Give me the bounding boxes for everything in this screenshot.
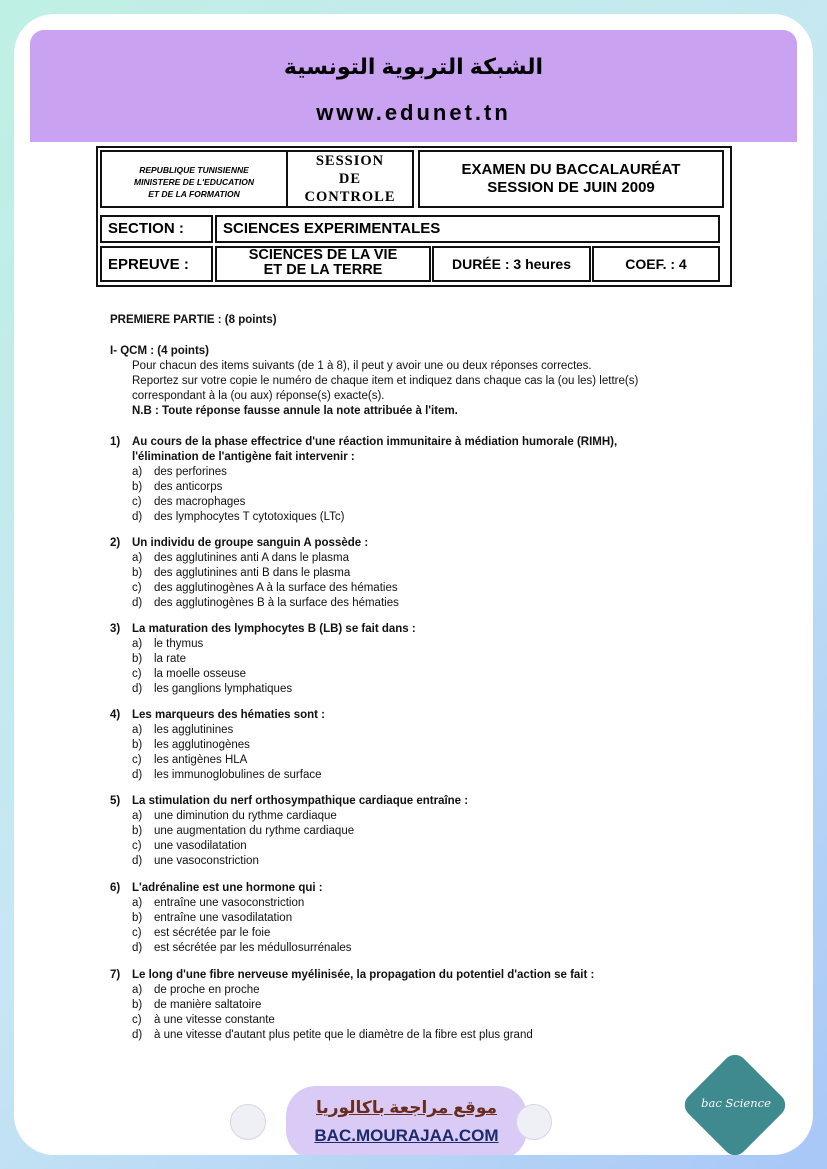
footer-left-logo [230, 1104, 266, 1140]
option-text: les agglutinogènes [154, 739, 250, 751]
republic-line-2: MINISTERE DE L'EDUCATION [134, 177, 254, 187]
option-letter: a) [132, 552, 143, 564]
question-number: 2) [110, 537, 121, 549]
question-stem: La maturation des lymphocytes B (LB) se fait dans : [132, 623, 416, 635]
option-text: les immunoglobulines de surface [154, 769, 322, 781]
question-number: 7) [110, 969, 121, 981]
option-letter: a) [132, 638, 143, 650]
epreuve-label-box [100, 246, 213, 282]
option-letter: b) [132, 481, 143, 493]
instruction-line-1: Pour chacun des items suivants (de 1 à 8), il peut y avoir une ou deux réponses correctes. [132, 360, 592, 372]
duree-box [432, 246, 591, 282]
epreuve-value-line-1: SCIENCES DE LA VIE [248, 247, 398, 263]
option-text: entraîne une vasoconstriction [154, 897, 305, 909]
option-text: est sécrétée par le foie [154, 927, 271, 939]
option-letter: c) [132, 668, 142, 680]
option-letter: d) [132, 597, 143, 609]
option-letter: a) [132, 984, 143, 996]
exam-document [14, 14, 813, 1155]
exam-title-box [418, 150, 724, 208]
question-number: 5) [110, 795, 121, 807]
question-stem: Le long d'une fibre nerveuse myélinisée, la propagation du potentiel d'action se fait : [132, 969, 595, 981]
session-box [286, 150, 414, 208]
nb-note: N.B : Toute réponse fausse annule la note attribuée à l'item. [132, 405, 458, 417]
epreuve-label: EPREUVE : [108, 256, 189, 273]
option-letter: d) [132, 769, 143, 781]
option-text: de manière saltatoire [154, 999, 262, 1011]
instruction-line-3: correspondant à la (ou aux) réponse(s) exacte(s). [132, 390, 385, 402]
question-stem: L'adrénaline est une hormone qui : [132, 882, 323, 894]
page-frame [14, 14, 813, 1155]
option-text: une diminution du rythme cardiaque [154, 810, 337, 822]
option-text: une vasoconstriction [154, 855, 259, 867]
option-letter: d) [132, 855, 143, 867]
footer-url-link[interactable]: BAC.MOURAJAA.COM [314, 1126, 499, 1145]
section-value-box [215, 215, 720, 243]
option-text: des anticorps [154, 481, 223, 493]
republic-box [100, 150, 288, 208]
question-stem: Au cours de la phase effectrice d'une réaction immunitaire à médiation humorale (RIMH), [132, 436, 618, 448]
session-line-1: SESSION [315, 153, 385, 169]
banner-url[interactable]: www.edunet.tn [316, 100, 511, 125]
option-letter: c) [132, 840, 142, 852]
republic-line-1: REPUBLIQUE TUNISIENNE [139, 165, 249, 175]
option-text: des agglutinines anti A dans le plasma [154, 552, 349, 564]
option-letter: a) [132, 897, 143, 909]
footer-badge[interactable] [286, 1086, 527, 1155]
option-letter: b) [132, 653, 143, 665]
option-letter: a) [132, 466, 143, 478]
question-number: 6) [110, 882, 121, 894]
option-letter: c) [132, 582, 142, 594]
banner-arabic-title: الشبكة التربوية التونسية [283, 54, 544, 79]
question-stem: l'élimination de l'antigène fait intervenir : [132, 451, 355, 463]
option-text: à une vitesse d'autant plus petite que le diamètre de la fibre est plus grand [154, 1029, 533, 1041]
option-text: de proche en proche [154, 984, 260, 996]
option-letter: b) [132, 912, 143, 924]
option-text: des agglutinogènes A à la surface des hématies [154, 582, 398, 594]
option-text: les ganglions lymphatiques [154, 683, 293, 695]
option-letter: c) [132, 1014, 142, 1026]
option-text: le thymus [154, 638, 204, 650]
option-text: des lymphocytes T cytotoxiques (LTc) [154, 511, 345, 523]
option-text: est sécrétée par les médullosurrénales [154, 942, 352, 954]
option-text: une vasodilatation [154, 840, 247, 852]
session-line-3: CONTROLE [304, 189, 396, 205]
question-stem: La stimulation du nerf orthosympathique cardiaque entraîne : [132, 795, 469, 807]
option-text: une augmentation du rythme cardiaque [154, 825, 355, 837]
coef-value: COEF. : 4 [625, 256, 687, 272]
option-letter: a) [132, 724, 143, 736]
bac-science-logo-text: bac Science [701, 1096, 771, 1110]
section-value: SCIENCES EXPERIMENTALES [223, 220, 441, 237]
option-letter: d) [132, 1029, 143, 1041]
option-text: des agglutinines anti B dans le plasma [154, 567, 351, 579]
option-letter: a) [132, 810, 143, 822]
qcm-title: I- QCM : (4 points) [110, 345, 210, 357]
session-line-2: DE [338, 171, 362, 187]
option-text: à une vitesse constante [154, 1014, 275, 1026]
question-stem: Les marqueurs des hématies sont : [132, 709, 326, 721]
part-title: PREMIERE PARTIE : (8 points) [110, 314, 277, 326]
duree-value: DURÉE : 3 heures [451, 256, 572, 272]
option-letter: b) [132, 825, 143, 837]
exam-session: SESSION DE JUIN 2009 [487, 179, 655, 196]
exam-title: EXAMEN DU BACCALAURÉAT [461, 161, 681, 178]
footer-arabic-link[interactable]: موقع مراجعة باكالوريا [315, 1098, 498, 1117]
option-letter: b) [132, 567, 143, 579]
epreuve-value-box [215, 246, 431, 282]
instruction-line-2: Reportez sur votre copie le numéro de chaque item et indiquez dans chaque cas la (ou les) lettre(s) [132, 375, 639, 387]
option-text: la moelle osseuse [154, 668, 247, 680]
option-text: des macrophages [154, 496, 246, 508]
option-text: entraîne une vasodilatation [154, 912, 293, 924]
option-letter: d) [132, 511, 143, 523]
option-letter: d) [132, 683, 143, 695]
option-letter: c) [132, 754, 142, 766]
option-letter: b) [132, 739, 143, 751]
option-letter: c) [132, 927, 142, 939]
option-text: les agglutinines [154, 724, 234, 736]
option-text: des agglutinogènes B à la surface des hématies [154, 597, 399, 609]
option-letter: d) [132, 942, 143, 954]
republic-line-3: ET DE LA FORMATION [148, 189, 240, 199]
option-letter: c) [132, 496, 142, 508]
question-stem: Un individu de groupe sanguin A possède : [132, 537, 369, 549]
coef-box [592, 246, 720, 282]
option-text: les antigènes HLA [154, 754, 248, 766]
option-text: des perforines [154, 466, 227, 478]
question-number: 4) [110, 709, 121, 721]
question-number: 1) [110, 436, 121, 448]
option-text: la rate [154, 653, 186, 665]
question-number: 3) [110, 623, 121, 635]
section-label-box [100, 215, 213, 243]
footer-right-logo [516, 1104, 552, 1140]
option-letter: b) [132, 999, 143, 1011]
section-label: SECTION : [108, 220, 184, 237]
epreuve-value-line-2: ET DE LA TERRE [263, 262, 383, 278]
